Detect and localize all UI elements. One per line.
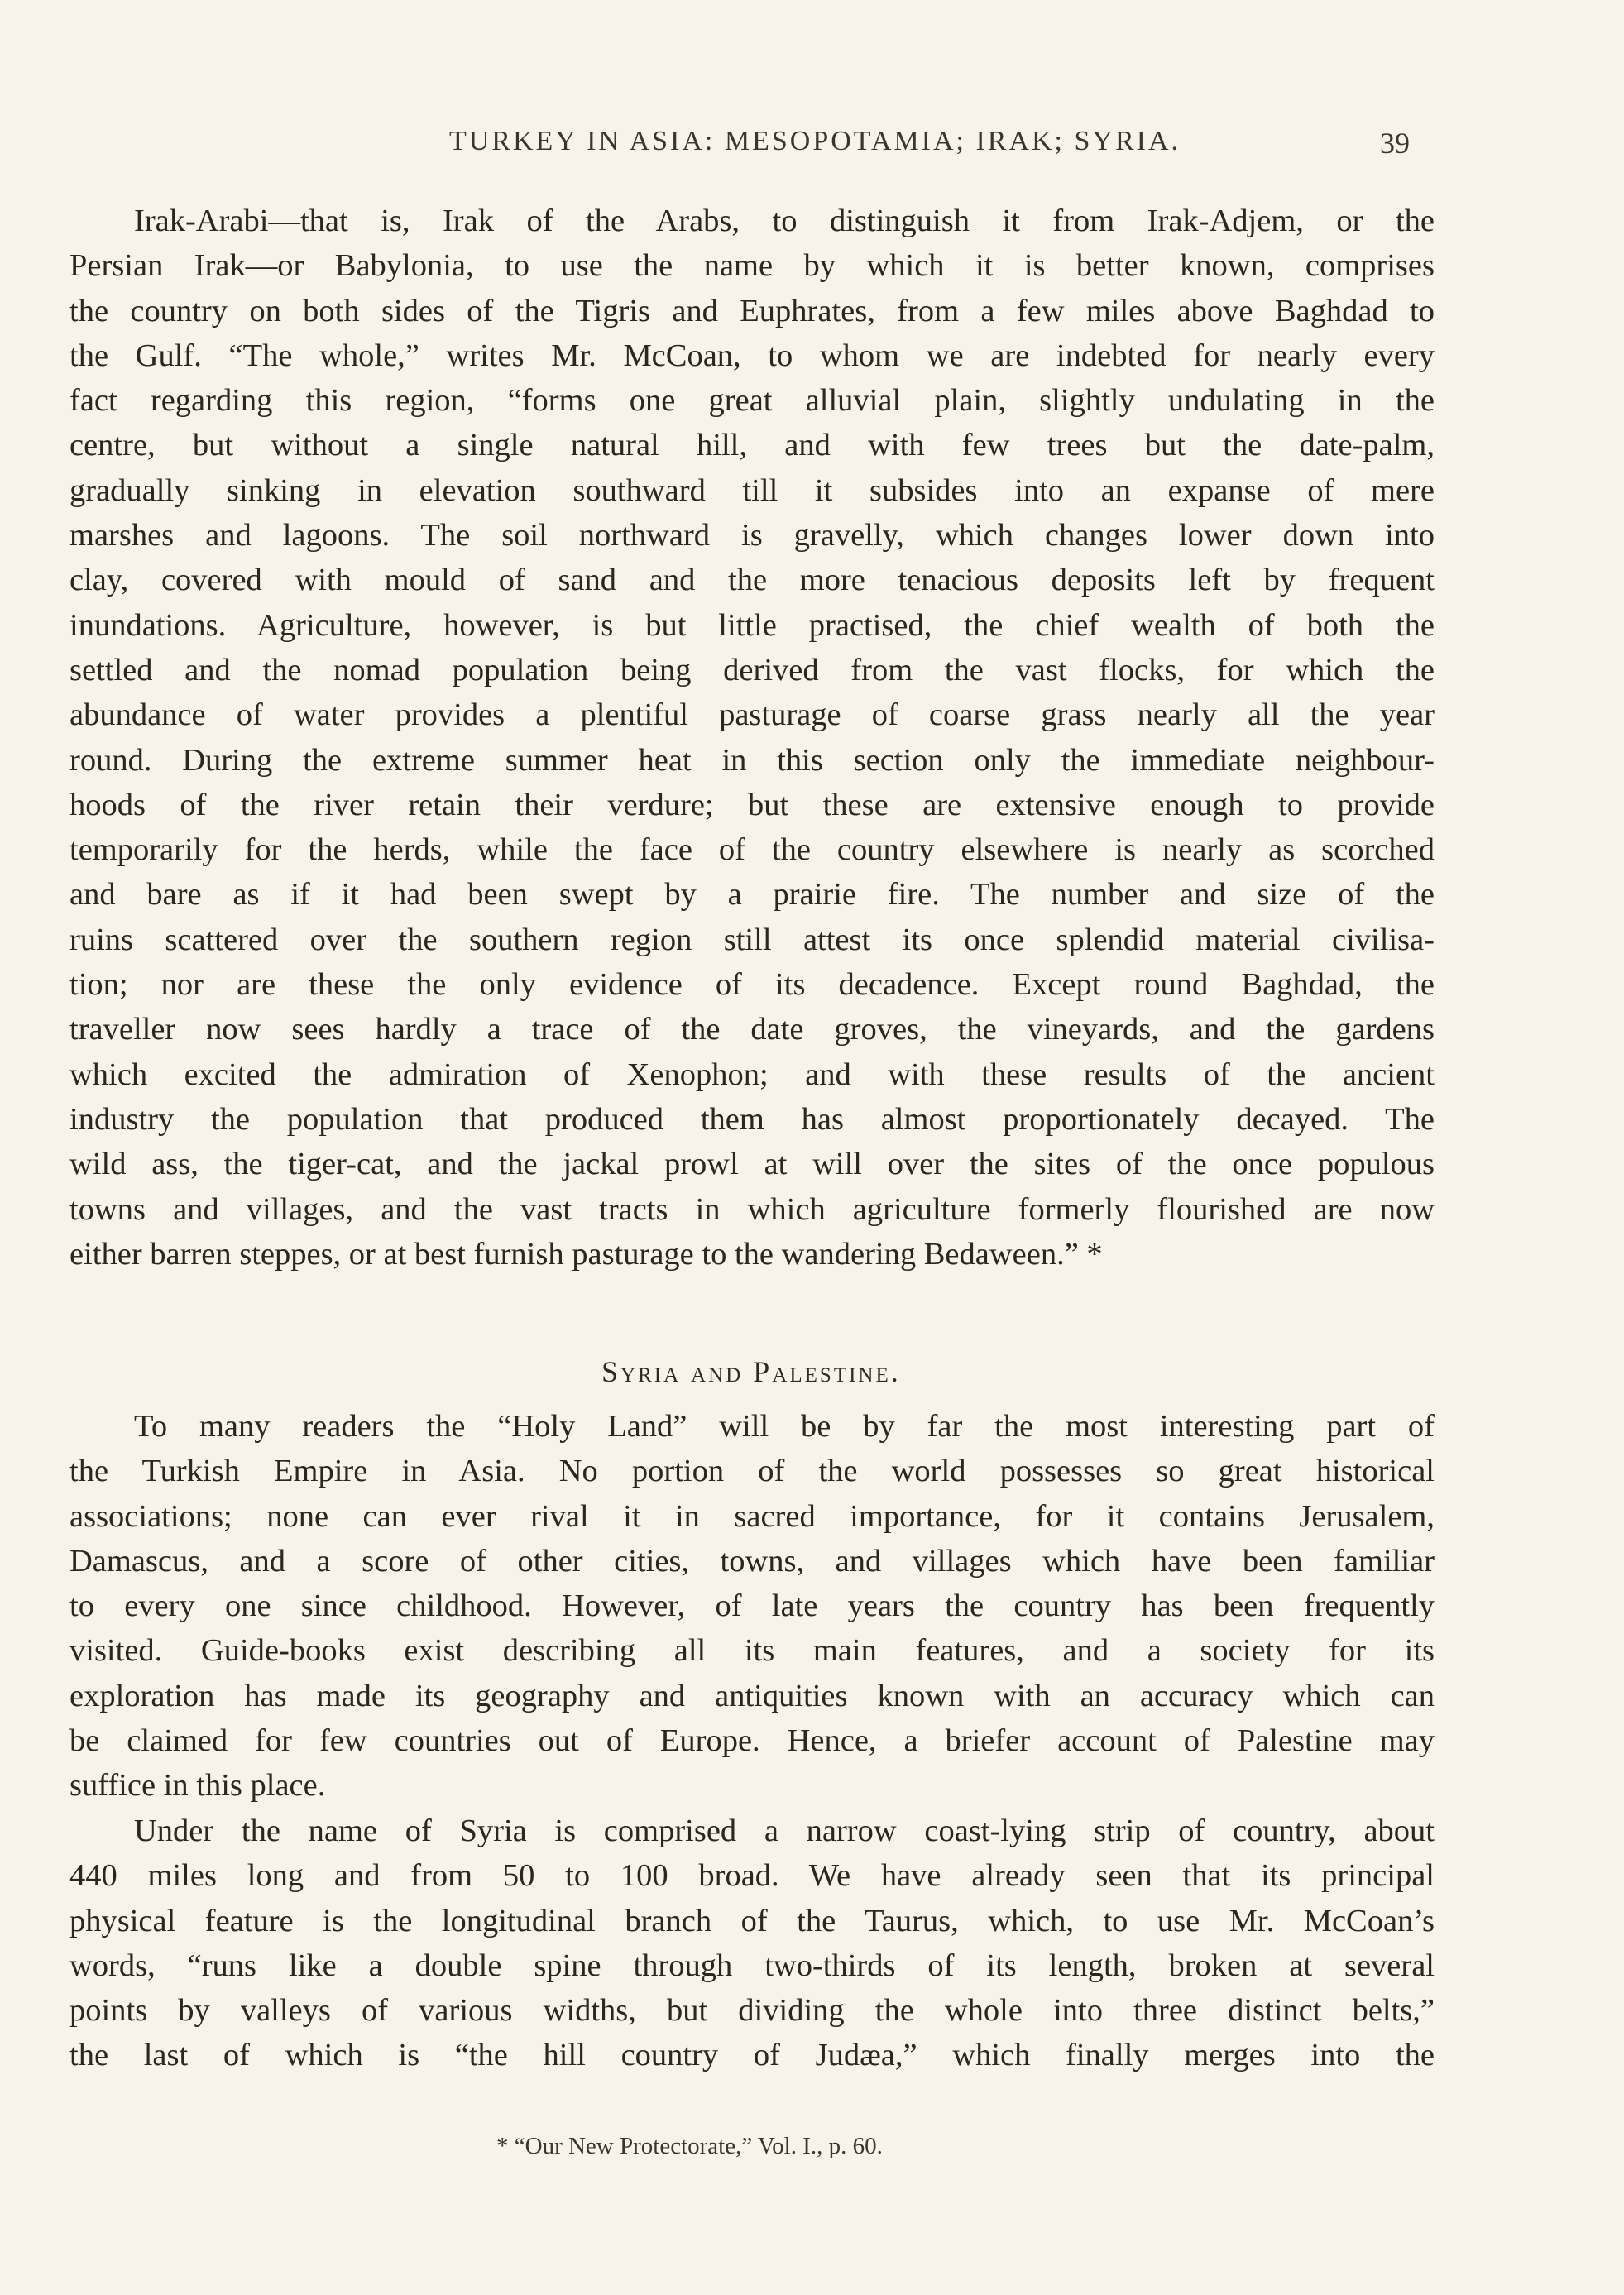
text-line: the Gulf. “The whole,” writes Mr. McCoan, to whom we are indebted for nearly every xyxy=(69,338,1435,373)
paragraph-holy-land xyxy=(69,1404,1435,1809)
text-line: either barren steppes, or at best furnish pasturage to the wandering Bedaween.” * xyxy=(69,1236,1103,1272)
text-line: Damascus, and a score of other cities, towns, and villages which have been familiar xyxy=(69,1543,1435,1579)
text-line: tion; nor are these the only evidence of its decadence. Except round Baghdad, the xyxy=(69,967,1435,1003)
text-line: abundance of water provides a plentiful pasturage of coarse grass nearly all the year xyxy=(69,697,1435,733)
text-line: associations; none can ever rival it in sacred importance, for it contains Jerusalem, xyxy=(69,1498,1435,1534)
text-line: to every one since childhood. However, of late years the country has been frequently xyxy=(69,1588,1435,1624)
text-line: Irak-Arabi—that is, Irak of the Arabs, to distinguish it from Irak-Adjem, or the xyxy=(134,204,1435,238)
text-line: inundations. Agriculture, however, is but little practised, the chief wealth of both the xyxy=(69,607,1435,643)
text-line: industry the population that produced them has almost proportionately decayed. The xyxy=(69,1101,1435,1137)
text-line: wild ass, the tiger-cat, and the jackal prowl at will over the sites of the once populous xyxy=(69,1147,1435,1182)
text-line: which excited the admiration of Xenophon; and with these results of the ancient xyxy=(69,1056,1435,1092)
text-line: Under the name of Syria is comprised a narrow coast-lying strip of country, about xyxy=(134,1813,1435,1848)
text-line: visited. Guide-books exist describing all its main features, and a society for its xyxy=(69,1633,1435,1669)
text-line: the country on both sides of the Tigris and Euphrates, from a few miles above Baghdad to xyxy=(69,293,1435,328)
text-line: settled and the nomad population being derived from the vast flocks, for which the xyxy=(69,652,1435,688)
text-line: traveller now sees hardly a trace of the date groves, the vineyards, and the gardens xyxy=(69,1012,1435,1047)
text-line: centre, but without a single natural hill, and with few trees but the date-palm, xyxy=(69,428,1435,463)
text-line: ruins scattered over the southern region still attest its once splendid material civilisa- xyxy=(69,922,1435,957)
text-line: marshes and lagoons. The soil northward is gravelly, which changes lower down into xyxy=(69,518,1435,553)
section-heading: Syria and Palestine. xyxy=(601,1355,901,1388)
running-head: TURKEY IN ASIA: MESOPOTAMIA; IRAK; SYRIA. xyxy=(448,126,1181,156)
text-line: physical feature is the longitudinal branch of the Taurus, which, to use Mr. McCoan’s xyxy=(69,1903,1435,1938)
paragraph-syria xyxy=(69,1809,1435,2078)
text-line: fact regarding this region, “forms one great alluvial plain, slightly undulating in the xyxy=(69,383,1435,419)
text-line: Persian Irak—or Babylonia, to use the name by which it is better known, comprises xyxy=(69,248,1435,284)
text-line: towns and villages, and the vast tracts in which agriculture formerly flourished are now xyxy=(69,1191,1435,1227)
text-line: words, “runs like a double spine through two-thirds of its length, broken at several xyxy=(69,1948,1435,1983)
text-line: points by valleys of various widths, but dividing the whole into three distinct belts,” xyxy=(69,1993,1435,2029)
text-line: round. During the extreme summer heat in this section only the immediate neighbour- xyxy=(69,742,1435,778)
page-number: 39 xyxy=(1380,127,1410,160)
text-line: the last of which is “the hill country of Judæa,” which finally merges into the xyxy=(69,2038,1435,2073)
text-line: To many readers the “Holy Land” will be by far the most interesting part of xyxy=(134,1409,1435,1444)
text-line: hoods of the river retain their verdure; but these are extensive enough to provide xyxy=(69,787,1435,822)
text-line: and bare as if it had been swept by a prairie fire. The number and size of the xyxy=(69,877,1435,913)
text-line: temporarily for the herds, while the face of the country elsewhere is nearly as scorched xyxy=(69,832,1435,868)
text-line: gradually sinking in elevation southward till it subsides into an expanse of mere xyxy=(69,472,1435,508)
footnote: * “Our New Protectorate,” Vol. I., p. 60. xyxy=(496,2133,883,2159)
text-line: be claimed for few countries out of Europe. Hence, a briefer account of Palestine may xyxy=(69,1723,1435,1759)
paragraph-irak-arabi xyxy=(69,199,1435,1277)
text-line: the Turkish Empire in Asia. No portion of the world possesses so great historical xyxy=(69,1454,1435,1489)
text-line: exploration has made its geography and antiquities known with an accuracy which can xyxy=(69,1678,1435,1713)
text-line: suffice in this place. xyxy=(69,1768,326,1804)
text-line: clay, covered with mould of sand and the more tenacious deposits left by frequent xyxy=(69,563,1435,598)
text-line: 440 miles long and from 50 to 100 broad. We have already seen that its principal xyxy=(69,1858,1435,1894)
